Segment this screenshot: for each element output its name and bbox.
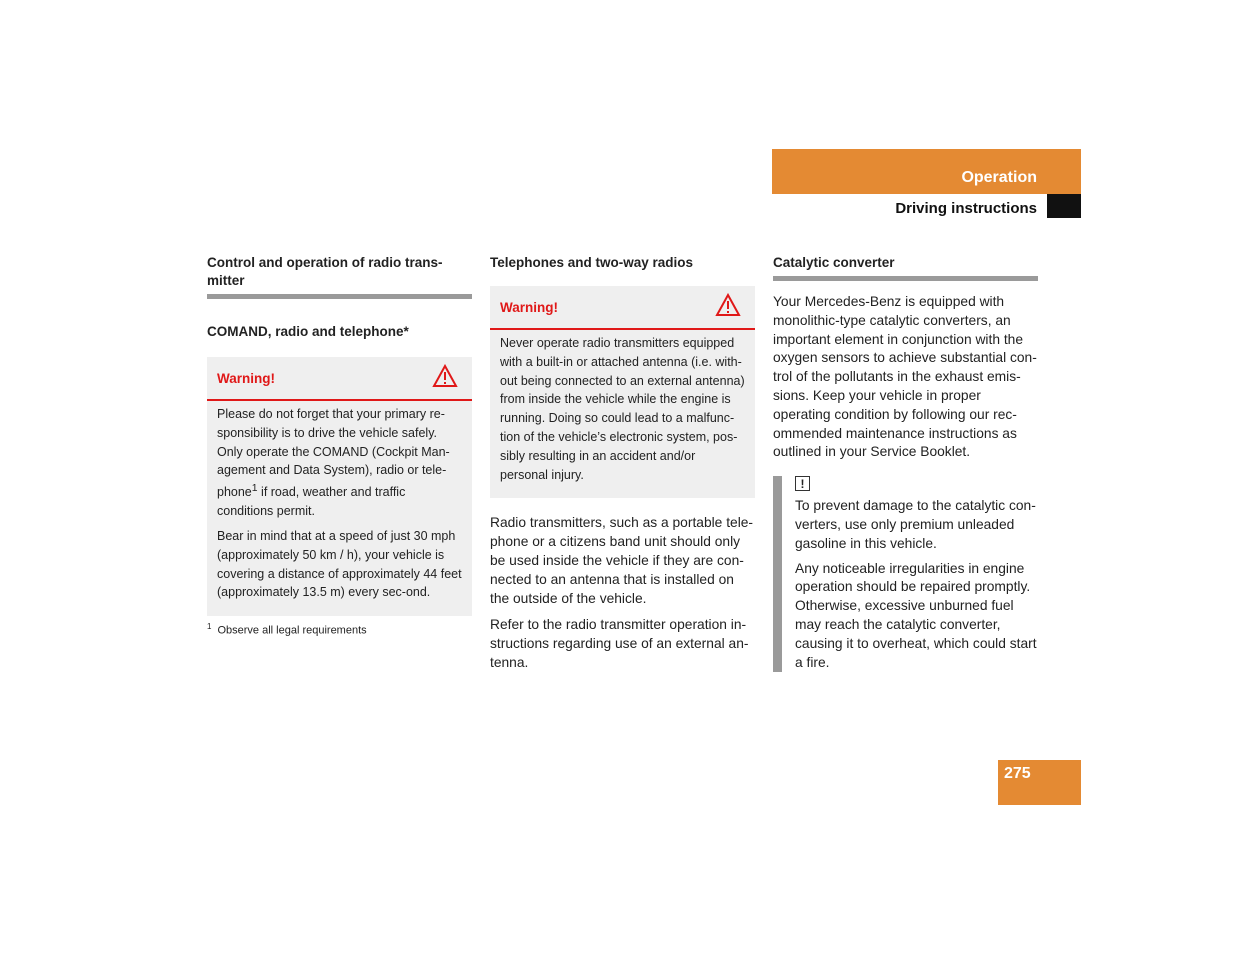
subsection-heading: COMAND, radio and telephone* (207, 324, 409, 339)
footnote-text: Observe all legal requirements (217, 624, 367, 637)
footnote-number: 1 (207, 622, 212, 632)
warning-text-part: if road, weather and traffic conditions permit. (217, 485, 406, 519)
section-heading: Catalytic converter (773, 254, 1038, 281)
body-text (490, 514, 755, 672)
warning-paragraph: Bear in mind that at a speed of just 30 mph (approximately 50 km / h), your vehicle is covering a distance of approximately 44 feet (approximately 13.5 m) every sec-ond. (217, 528, 462, 600)
paragraph: Refer to the radio transmitter operation in-structions regarding use of an external an-tenna. (490, 617, 749, 670)
warning-box (207, 357, 472, 616)
column-catalytic-converter (773, 254, 1038, 678)
note-bar (773, 476, 782, 672)
warning-paragraph (217, 405, 462, 521)
warning-header (207, 357, 472, 401)
column-telephones (490, 254, 755, 681)
warning-paragraph: Never operate radio transmitters equipped with a built-in or attached antenna (i.e. with-out being connected to an external antenna) from inside the vehicle while the engine is running. Doing so could lead to a malfunc-tion of the vehicle’s electronic system, pos-sibly resulting in an accident and/or personal injury. (500, 336, 745, 482)
page-number: 275 (1004, 765, 1031, 782)
section-marker (1047, 194, 1081, 218)
chapter-title: Operation (961, 169, 1037, 186)
exclamation-icon: ! (795, 476, 810, 491)
note-paragraph: Any noticeable irregularities in engine operation should be repaired promptly. Otherwise, excessive unburned fuel may reach the catalytic converter, causing it to overheat, which could start a fire. (795, 560, 1037, 670)
footnote (207, 622, 472, 637)
warning-text (207, 401, 472, 616)
body-text (773, 293, 1038, 462)
paragraph: Radio transmitters, such as a portable tele-phone or a citizens band unit should only be used inside the vehicle if they are con-nected to an antenna that is installed on the outside of the vehicle. (490, 515, 754, 606)
section-title: Driving instructions (895, 200, 1037, 217)
footnote-ref: 1 (251, 483, 258, 495)
section-heading: Control and operation of radio trans-mitter (207, 254, 472, 299)
warning-triangle-icon (432, 364, 458, 393)
subsection-heading: Telephones and two-way radios (490, 255, 694, 270)
warning-triangle-icon (715, 293, 741, 322)
warning-box (490, 286, 755, 498)
warning-text-part: Please do not forget that your primary re-sponsibility is to drive the vehicle safely. Only operate the COMAND (Cockpit Man-agement and Data System), radio or tele-phone (217, 407, 450, 500)
warning-header (490, 286, 755, 330)
column-radio-transmitter (207, 254, 472, 637)
warning-label: Warning! (500, 300, 558, 315)
note-box (773, 476, 1038, 672)
paragraph: Your Mercedes-Benz is equipped with monolithic-type catalytic converters, an important element in conjunction with the oxygen sensors to achieve substantial con-trol of the pollutants in the exhaust emis-sions. Keep your vehicle in proper operating condition by following our rec-ommended maintenance instructions as outlined in your Service Booklet. (773, 294, 1037, 460)
note-paragraph: To prevent damage to the catalytic con-verters, use only premium unleaded gasoline in this vehicle. (795, 498, 1036, 551)
warning-text (490, 330, 755, 498)
warning-label: Warning! (217, 371, 275, 386)
